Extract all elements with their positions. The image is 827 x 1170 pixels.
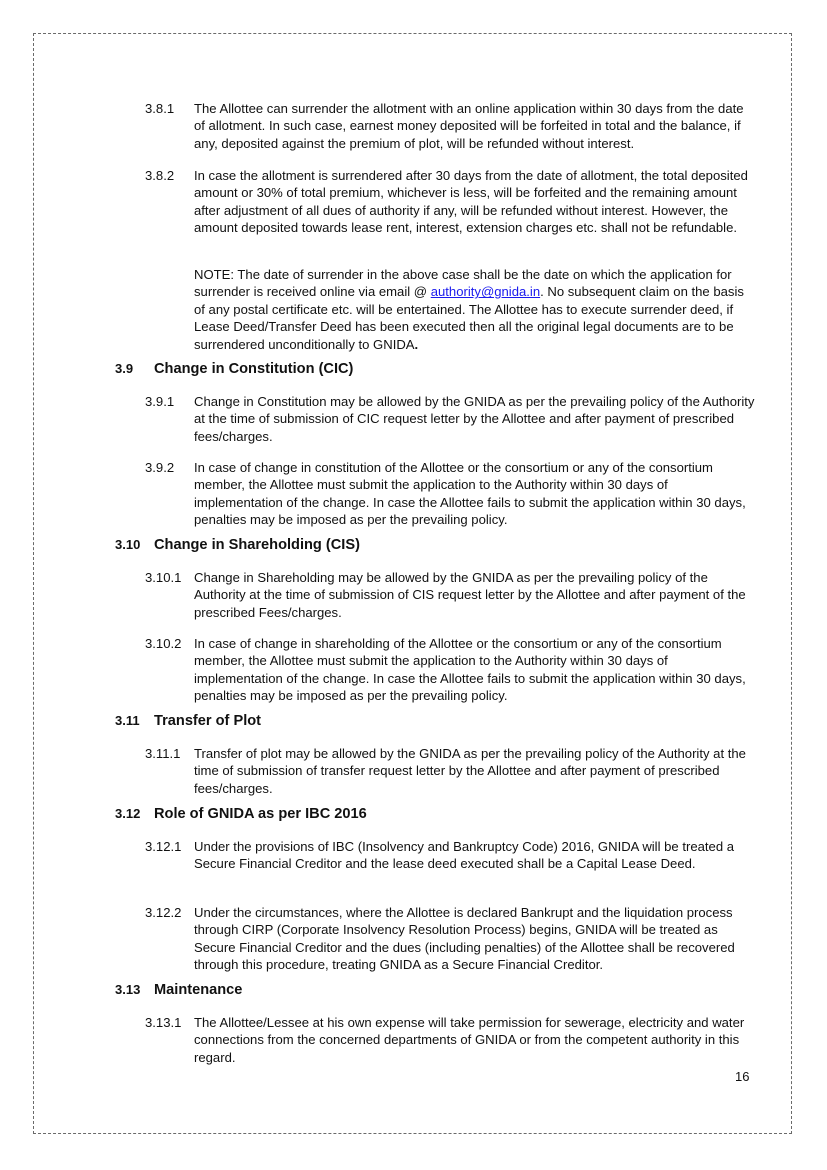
heading-title: Role of GNIDA as per IBC 2016 <box>154 806 367 822</box>
clause-number: 3.8.2 <box>145 168 175 183</box>
note-text-start: NOTE: The date of surrender in the above case shall be the date on which the application for surrender is received online via email @ <box>194 267 732 300</box>
clause-3-12-1 <box>145 838 757 873</box>
clause-number: 3.13.1 <box>145 1015 182 1030</box>
clause-text: In case of change in constitution of the Allottee or the consortium or any of the consortium member, the Allottee must submit the application to the Authority within 30 days of implementation of the change. In case the Allottee fails to submit the application within 30 days, penalties may be imposed as per the prevailing policy. <box>194 460 746 528</box>
heading-number: 3.13 <box>115 982 141 997</box>
clause-number: 3.9.1 <box>145 394 175 409</box>
clause-text: Transfer of plot may be allowed by the GNIDA as per the prevailing policy of the Authority at the time of submission of transfer request letter by the Allottee and after payment of prescribed fees/charges. <box>194 746 746 796</box>
heading-3-10 <box>115 536 360 554</box>
clause-3-11-1 <box>145 745 757 797</box>
clause-3-8-2 <box>145 167 757 237</box>
heading-3-13 <box>115 981 242 999</box>
clause-number: 3.10.2 <box>145 636 182 651</box>
heading-number: 3.9 <box>115 361 134 376</box>
clause-text: The Allottee can surrender the allotment with an online application within 30 days from the date of allotment. In such case, earnest money deposited will be forfeited in total and the balance, if any, deposited against the premium of plot, will be refunded without interest. <box>194 101 744 151</box>
note-period: . <box>414 336 419 352</box>
clause-number: 3.12.2 <box>145 905 182 920</box>
clause-text: Change in Shareholding may be allowed by the GNIDA as per the prevailing policy of the Authority at the time of submission of CIS request letter by the Allottee and after payment of the prescribed Fees/charges. <box>194 570 746 620</box>
clause-text: In case the allotment is surrendered after 30 days from the date of allotment, the total deposited amount or 30% of total premium, whichever is less, will be forfeited and the remaining amount after adjustment of all dues of authority if any, will be refunded without interest. However, the amount deposited towards lease rent, interest, extension charges etc. shall not be refundable. <box>194 168 748 236</box>
clause-3-8-1 <box>145 100 757 152</box>
clause-number: 3.12.1 <box>145 839 182 854</box>
clause-number: 3.11.1 <box>145 746 181 761</box>
page-number: 16 <box>735 1069 750 1084</box>
clause-text: In case of change in shareholding of the Allottee or the consortium or any of the consortium member, the Allottee must submit the application to the Authority within 30 days of implementation of the change. In case the Allottee fails to submit the application within 30 days, penalties may be imposed as per the prevailing policy. <box>194 636 746 704</box>
clause-3-9-2 <box>145 459 757 529</box>
heading-number: 3.12 <box>115 806 141 821</box>
clause-text: The Allottee/Lessee at his own expense will take permission for sewerage, electricity and water connections from the concerned departments of GNIDA or from the competent authority in this regard. <box>194 1015 745 1065</box>
clause-3-10-1 <box>145 569 757 621</box>
note-text-end: . No subsequent claim on the basis of any postal certificate etc. will be entertained. The Allottee has to execute surrender deed, if Lease Deed/Transfer Deed has been executed then all the original legal documents are to be surrendered unconditionally to GNIDA <box>194 284 744 352</box>
email-link[interactable]: authority@gnida.in <box>430 284 541 300</box>
surrender-note <box>194 266 757 353</box>
clause-3-10-2 <box>145 635 757 705</box>
clause-number: 3.10.1 <box>145 570 182 585</box>
clause-3-12-2 <box>145 904 757 974</box>
heading-number: 3.11 <box>115 713 140 728</box>
clause-text: Under the circumstances, where the Allottee is declared Bankrupt and the liquidation process through CIRP (Corporate Insolvency Resolution Process) begins, GNIDA will be treated as Secure Financial Creditor and the dues (including penalties) of the Allottee shall be recovered through this procedure, treating GNIDA as a Secure Financial Creditor. <box>194 905 735 973</box>
clause-number: 3.9.2 <box>145 460 175 475</box>
heading-3-12 <box>115 805 367 823</box>
heading-title: Transfer of Plot <box>154 713 262 729</box>
clause-3-9-1 <box>145 393 757 445</box>
heading-number: 3.10 <box>115 537 141 552</box>
heading-title: Change in Constitution (CIC) <box>154 361 354 377</box>
clause-number: 3.8.1 <box>145 101 175 116</box>
clause-3-13-1 <box>145 1014 757 1066</box>
heading-title: Change in Shareholding (CIS) <box>154 537 360 553</box>
clause-text: Under the provisions of IBC (Insolvency and Bankruptcy Code) 2016, GNIDA will be treated a Secure Financial Creditor and the lease deed executed shall be a Capital Lease Deed. <box>194 839 735 872</box>
clause-text: Change in Constitution may be allowed by the GNIDA as per the prevailing policy of the Authority at the time of submission of CIC request letter by the Allottee and after payment of prescribed fees/charges. <box>194 394 755 444</box>
heading-3-9 <box>115 360 353 378</box>
heading-title: Maintenance <box>154 982 243 998</box>
heading-3-11 <box>115 712 261 730</box>
